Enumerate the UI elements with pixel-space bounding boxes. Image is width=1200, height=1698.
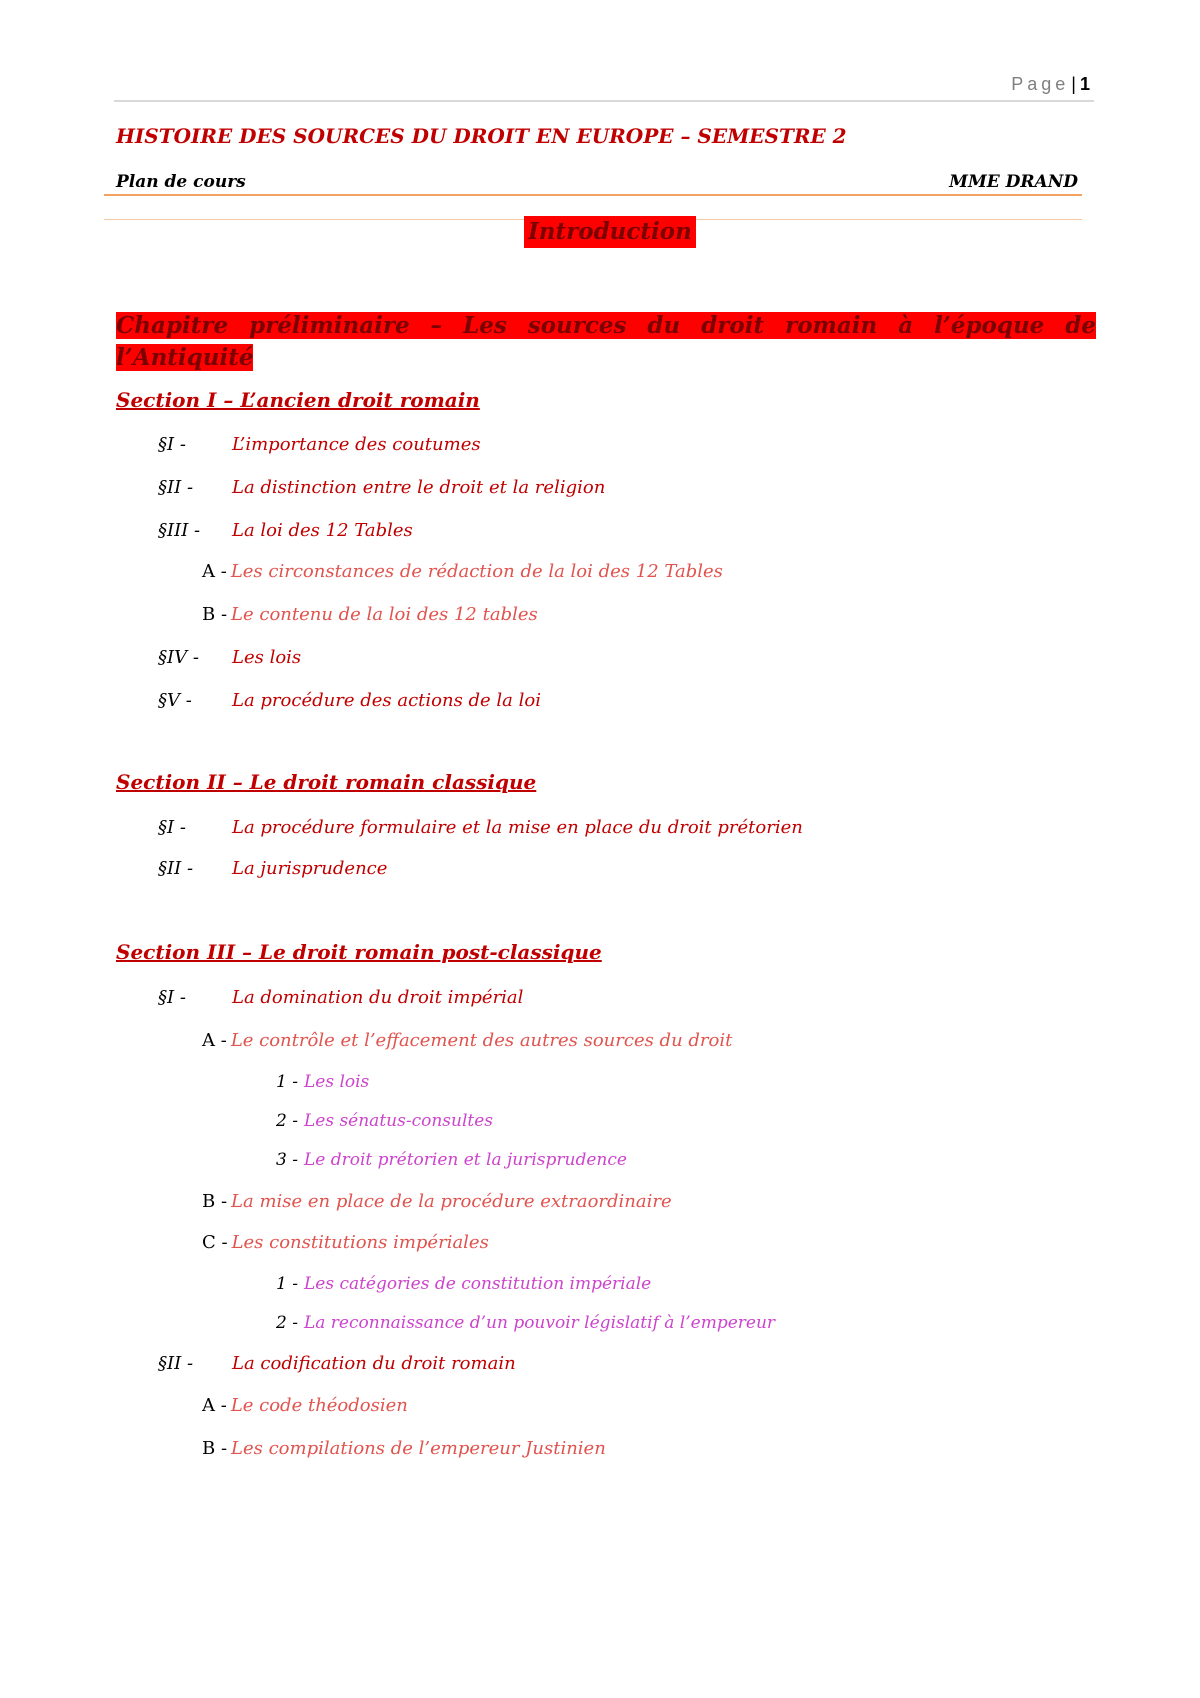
item-text: Les sénatus-consultes — [303, 1111, 493, 1131]
item-text: La procédure formulaire et la mise en place du droit prétorien — [232, 817, 803, 838]
item-marker: §II - — [158, 1353, 194, 1374]
item-marker: B - — [202, 1438, 228, 1459]
item-marker: §I - — [158, 817, 186, 838]
list-item — [276, 1313, 775, 1333]
section-heading: Section II – Le droit romain classique — [116, 770, 537, 794]
header-rule — [114, 100, 1094, 102]
item-marker: A - — [202, 1030, 227, 1051]
subtitle-rule — [104, 194, 1082, 196]
item-text: La jurisprudence — [232, 858, 388, 879]
item-marker: C - — [202, 1232, 228, 1253]
item-text: Les lois — [232, 647, 302, 668]
item-marker: 1 - — [276, 1072, 298, 1092]
item-marker: 3 - — [276, 1150, 298, 1170]
item-text: Le droit prétorien et la jurisprudence — [303, 1150, 627, 1170]
list-item — [202, 1438, 606, 1459]
list-item — [158, 1353, 516, 1374]
item-text: Le contenu de la loi des 12 tables — [231, 604, 538, 625]
item-marker: §I - — [158, 434, 186, 455]
item-marker: §II - — [158, 858, 194, 879]
item-marker: 2 - — [276, 1313, 298, 1333]
list-item — [202, 1191, 672, 1212]
item-text: Les lois — [303, 1072, 370, 1092]
list-item — [202, 1395, 408, 1416]
item-marker: §III - — [158, 520, 201, 541]
list-item — [202, 1030, 732, 1051]
item-marker: B - — [202, 604, 228, 625]
subtitle-row — [116, 172, 1078, 192]
item-text: La codification du droit romain — [232, 1353, 516, 1374]
item-text: Le contrôle et l’effacement des autres sources du droit — [230, 1030, 733, 1051]
item-marker: §IV - — [158, 647, 199, 668]
item-marker: B - — [202, 1191, 228, 1212]
list-item — [158, 647, 301, 668]
list-item — [276, 1072, 369, 1092]
item-marker: §I - — [158, 987, 186, 1008]
list-item — [158, 858, 387, 879]
item-text: La mise en place de la procédure extraordinaire — [231, 1191, 672, 1212]
item-marker: §II - — [158, 477, 194, 498]
item-marker: 1 - — [276, 1274, 298, 1294]
list-item — [276, 1111, 493, 1131]
list-item — [276, 1274, 651, 1294]
page-separator: | — [1071, 74, 1076, 94]
item-marker: A - — [202, 561, 227, 582]
list-item — [202, 561, 723, 582]
teacher-name: MME DRAND — [949, 172, 1078, 192]
page-number-value: 1 — [1079, 74, 1090, 94]
section-heading: Section I – L’ancien droit romain — [116, 388, 480, 412]
list-item — [202, 1232, 489, 1253]
introduction-heading: Introduction — [524, 216, 696, 248]
item-text: Les compilations de l’empereur Justinien — [231, 1438, 606, 1459]
list-item — [158, 520, 413, 541]
item-text: L’importance des coutumes — [232, 434, 481, 455]
document-title: HISTOIRE DES SOURCES DU DROIT EN EUROPE – SEMESTRE 2 — [116, 124, 847, 148]
item-text: La loi des 12 Tables — [232, 520, 413, 541]
item-marker: §V - — [158, 690, 192, 711]
item-text: Les circonstances de rédaction de la loi des 12 Tables — [230, 561, 723, 582]
item-text: Les catégories de constitution impériale — [303, 1274, 652, 1294]
page-number — [1011, 74, 1090, 95]
item-text: Les constitutions impériales — [231, 1232, 489, 1253]
item-text: Le code théodosien — [230, 1395, 408, 1416]
list-item — [158, 817, 803, 838]
chapter-heading-text: Chapitre préliminaire – Les sources du droit romain à l’époque de l’Antiquité — [116, 312, 1096, 371]
item-text: La domination du droit impérial — [232, 987, 524, 1008]
page-label: Page — [1011, 74, 1070, 94]
section-heading: Section III – Le droit romain post-classique — [116, 940, 602, 964]
chapter-heading — [116, 310, 1096, 374]
item-marker: 2 - — [276, 1111, 298, 1131]
list-item — [158, 434, 481, 455]
list-item — [202, 604, 538, 625]
list-item — [158, 987, 523, 1008]
item-text: La reconnaissance d’un pouvoir législatif à l’empereur — [303, 1313, 776, 1333]
list-item — [158, 477, 605, 498]
list-item — [276, 1150, 627, 1170]
list-item — [158, 690, 541, 711]
item-marker: A - — [202, 1395, 227, 1416]
course-plan-label: Plan de cours — [116, 172, 246, 192]
item-text: La distinction entre le droit et la religion — [232, 477, 606, 498]
item-text: La procédure des actions de la loi — [232, 690, 541, 711]
